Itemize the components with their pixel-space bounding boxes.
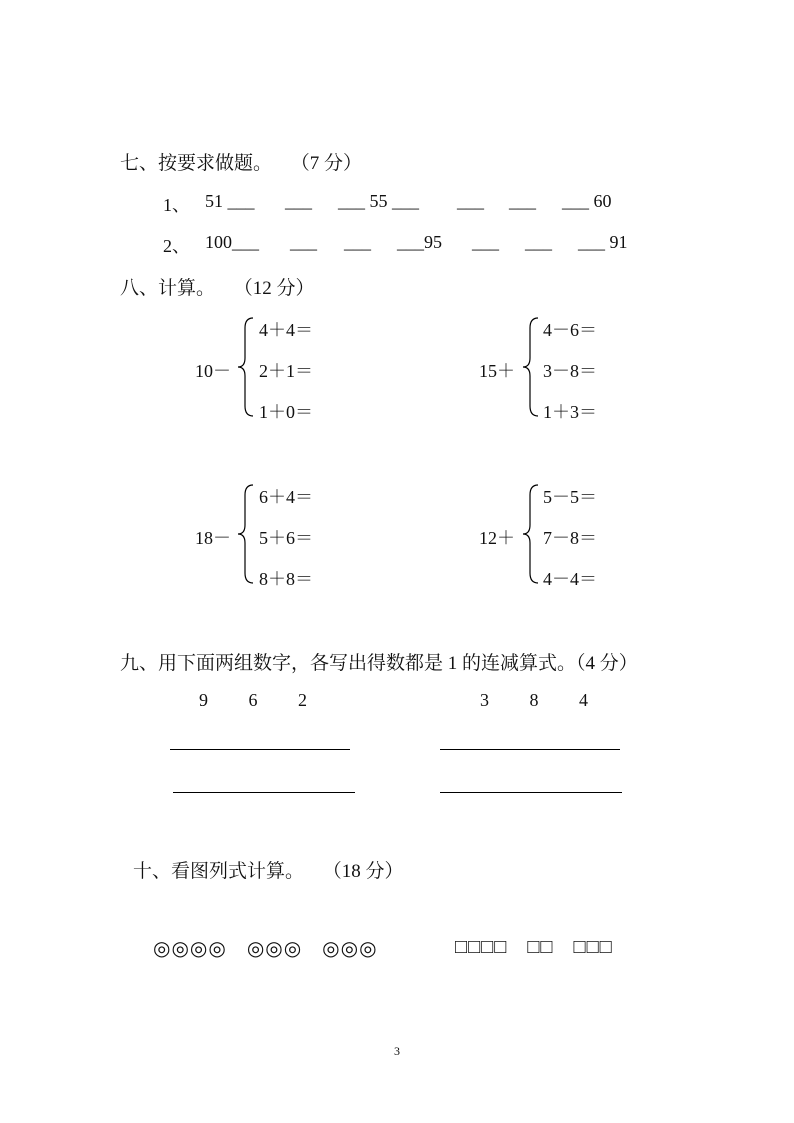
section10-points: （18 分） xyxy=(322,861,404,882)
given-number: 9 xyxy=(199,690,208,710)
left-brace-icon xyxy=(236,316,256,418)
row2-item: ___95 xyxy=(397,232,442,252)
section8-points: （12 分） xyxy=(233,278,315,299)
row1-item: ___ 55 ___ xyxy=(338,191,419,211)
calc-line: 4－6＝ xyxy=(543,320,597,340)
calc-prefix: 10－ xyxy=(195,361,231,381)
calc-prefix: 18－ xyxy=(195,528,231,548)
number-group-right xyxy=(480,690,588,711)
square-group: □□□ xyxy=(573,936,613,958)
row1-item: 51 ___ xyxy=(205,191,255,211)
section8-title: 八、计算。 xyxy=(120,278,216,299)
circle-groups xyxy=(153,936,378,961)
calc-line: 1＋3＝ xyxy=(543,402,597,422)
calc-line: 7－8＝ xyxy=(543,528,597,548)
section7-points: （7 分） xyxy=(290,153,363,174)
row2-item: ___ xyxy=(472,232,499,252)
calc-line: 3－8＝ xyxy=(543,361,597,381)
row2-item: ___ xyxy=(344,232,371,252)
section8-heading xyxy=(120,273,315,300)
row2-item: ___ xyxy=(290,232,317,252)
answer-line xyxy=(173,792,355,793)
left-brace-icon xyxy=(521,316,541,418)
calc-line: 4－4＝ xyxy=(543,569,597,589)
left-brace-icon xyxy=(521,483,541,585)
number-group-left xyxy=(199,690,307,711)
given-number: 8 xyxy=(529,690,539,710)
circle-group: ◎◎◎ xyxy=(246,938,303,960)
circle-group: ◎◎◎◎ xyxy=(153,938,227,960)
calc-prefix: 12＋ xyxy=(479,528,515,548)
answer-line xyxy=(440,749,620,750)
section10-heading xyxy=(133,856,404,883)
row1-number: 1、 xyxy=(163,195,190,215)
calc-line: 8＋8＝ xyxy=(259,569,313,589)
section10-title: 十、看图列式计算。 xyxy=(133,861,305,882)
calc-prefix: 15＋ xyxy=(479,361,515,381)
given-number: 3 xyxy=(480,690,489,710)
row1-item: ___ xyxy=(285,191,312,211)
calc-line: 5－5＝ xyxy=(543,487,597,507)
calc-line: 4＋4＝ xyxy=(259,320,313,340)
page-number: 3 xyxy=(394,1044,400,1058)
calc-line: 2＋1＝ xyxy=(259,361,313,381)
left-brace-icon xyxy=(236,483,256,585)
row1-item: ___ xyxy=(509,191,536,211)
calc-line: 5＋6＝ xyxy=(259,528,313,548)
answer-line xyxy=(170,749,350,750)
row2-item: ___ 91 xyxy=(578,232,628,252)
section9-title: 九、用下面两组数字，各写出得数都是 1 的连减算式。（4 分） xyxy=(120,653,638,674)
row2-number: 2、 xyxy=(163,236,190,256)
row1-item: ___ xyxy=(457,191,484,211)
square-groups xyxy=(455,936,613,959)
answer-line xyxy=(440,792,622,793)
given-number: 4 xyxy=(579,690,588,710)
row2-item: 100___ xyxy=(205,232,259,252)
calc-line: 6＋4＝ xyxy=(259,487,313,507)
square-group: □□ xyxy=(527,936,554,958)
given-number: 2 xyxy=(298,690,307,710)
square-group: □□□□ xyxy=(455,936,508,958)
circle-group: ◎◎◎ xyxy=(322,938,378,960)
section7-heading xyxy=(120,148,362,175)
row2-item: ___ xyxy=(525,232,552,252)
section7-title: 七、按要求做题。 xyxy=(120,153,273,174)
given-number: 6 xyxy=(248,690,258,710)
row1-item: ___ 60 xyxy=(562,191,612,211)
calc-line: 1＋0＝ xyxy=(259,402,313,422)
